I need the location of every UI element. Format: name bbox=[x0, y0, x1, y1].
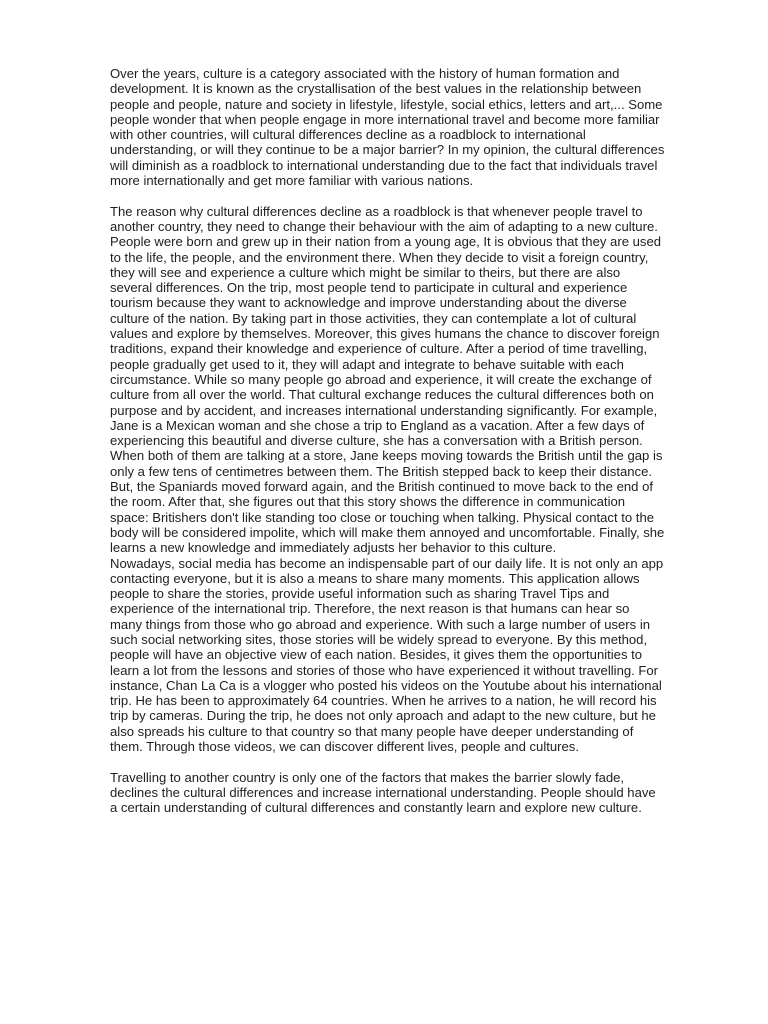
paragraph-body-2: Nowadays, social media has become an indispensable part of our daily life. It is not only an app contacting everyone, but it is also a means to share many moments. This application allows people to share the stories, provide useful information such as sharing Travel Tips and experience of the international trip. Therefore, the next reason is that humans can hear so many things from those who go abroad and experience. With such a large number of users in such social networking sites, those stories will be widely spread to everyone. By this method, people will have an objective view of each nation. Besides, it gives them the opportunities to learn a lot from the lessons and stories of those who have experienced it without travelling. For instance, Chan La Ca is a vlogger who posted his videos on the Youtube about his international trip. He has been to approximately 64 countries. When he arrives to a nation, he will record his trip by cameras. During the trip, he does not only aproach and adapt to the new culture, but he also spreads his culture to that country so that many people have deeper understanding of them. Through those videos, we can discover different lives, people and cultures. bbox=[110, 555, 664, 755]
document-body bbox=[110, 66, 665, 816]
paragraph-conclusion: Travelling to another country is only one of the factors that makes the barrier slowly fade, declines the cultural differences and increase international understanding. People should have a certain understanding of cultural differences and constantly learn and explore new culture. bbox=[110, 769, 656, 816]
paragraph-introduction: Over the years, culture is a category associated with the history of human formation and development. It is known as the crystallisation of the best values in the relationship between people and people, nature and society in lifestyle, lifestyle, social ethics, letters and art,... Some people wonder that when people engage in more international travel and become more familiar with other countries, will cultural differences decline as a roadblock to international understanding, or will they continue to be a major barrier? In my opinion, the cultural differences will diminish as a roadblock to international understanding due to the fact that individuals travel more internationally and get more familiar with various nations. bbox=[110, 66, 665, 189]
paragraph-body-1: The reason why cultural differences decline as a roadblock is that whenever people travel to another country, they need to change their behaviour with the aim of adapting to a new culture. People were born and grew up in their nation from a young age, It is obvious that they are used to the life, the people, and the environment there. When they decide to visit a foreign country, they will see and experience a culture which might be similar to theirs, but there are also several differences. On the trip, most people tend to participate in cultural and experience tourism because they want to acknowledge and improve understanding about the diverse culture of the nation. By taking part in those activities, they can contemplate a lot of cultural values and explore by themselves. Moreover, this gives humans the chance to discover foreign traditions, expand their knowledge and experience of culture. After a period of time travelling, people gradually get used to it, they will adapt and integrate to behave suitable with each circumstance. While so many people go abroad and experience, it will create the exchange of culture from all over the world. That cultural exchange reduces the cultural differences both on purpose and by accident, and increases international understanding significantly. For example, Jane is a Mexican woman and she chose a trip to England as a vacation. After a few days of experiencing this beautiful and diverse culture, she has a conversation with a British person. When both of them are talking at a store, Jane keeps moving towards the British until the gap is only a few tens of centimetres between them. The British stepped back to keep their distance. But, the Spaniards moved forward again, and the British continued to move back to the end of the room. After that, she figures out that this story shows the difference in communication space: Britishers don't like standing too close or touching when talking. Physical contact to the body will be considered impolite, which will make them annoyed and uncomfortable. Finally, she learns a new knowledge and immediately adjusts her behavior to this culture. bbox=[110, 203, 665, 556]
